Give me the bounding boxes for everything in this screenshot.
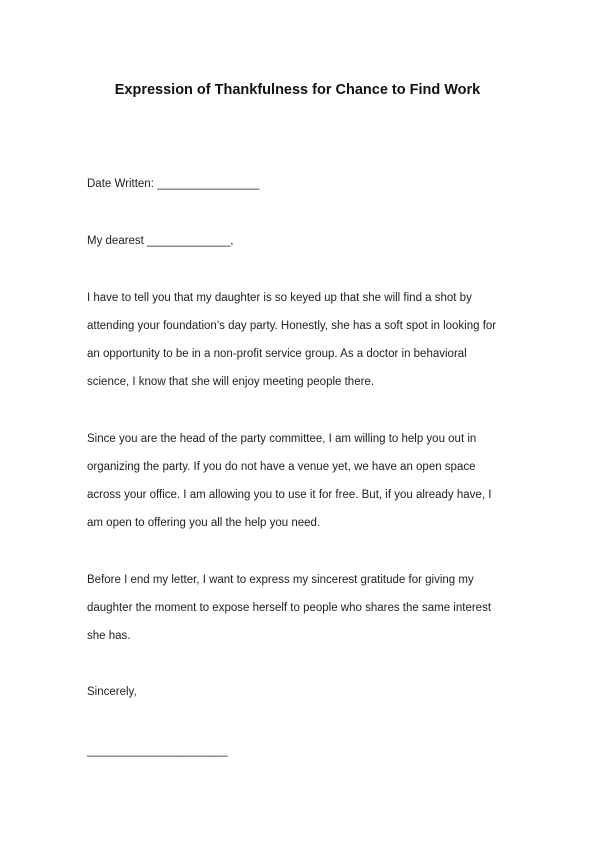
date-written-line: Date Written: ________________ <box>87 178 260 190</box>
paragraph-line: I have to tell you that my daughter is so keyed up that she will find a shot by <box>87 292 472 304</box>
closing: Sincerely, <box>87 686 137 698</box>
signature-line: ______________________ <box>87 745 228 757</box>
paragraph-line: organizing the party. If you do not have a venue yet, we have an open space <box>87 461 476 473</box>
paragraph-line: she has. <box>87 630 131 642</box>
paragraph-line: daughter the moment to expose herself to people who shares the same interest <box>87 602 492 614</box>
paragraph-gratitude <box>87 566 507 650</box>
paragraph-line: across your office. I am allowing you to use it for free. But, if you already have, I <box>87 489 492 501</box>
paragraph-line: am open to offering you all the help you need. <box>87 517 321 529</box>
document-title: Expression of Thankfulness for Chance to Find Work <box>114 82 481 98</box>
paragraph-line: Since you are the head of the party committee, I am willing to help you out in <box>87 433 477 445</box>
paragraph-line: attending your foundation’s day party. Honestly, she has a soft spot in looking for <box>87 320 497 332</box>
paragraph-offer <box>87 425 507 537</box>
paragraph-line: an opportunity to be in a non-profit service group. As a doctor in behavioral <box>87 348 467 360</box>
paragraph-line: science, I know that she will enjoy meeting people there. <box>87 376 375 388</box>
paragraph-intro <box>87 284 507 396</box>
paragraph-line: Before I end my letter, I want to express my sincerest gratitude for giving my <box>87 574 474 586</box>
salutation: My dearest _____________, <box>87 235 234 247</box>
